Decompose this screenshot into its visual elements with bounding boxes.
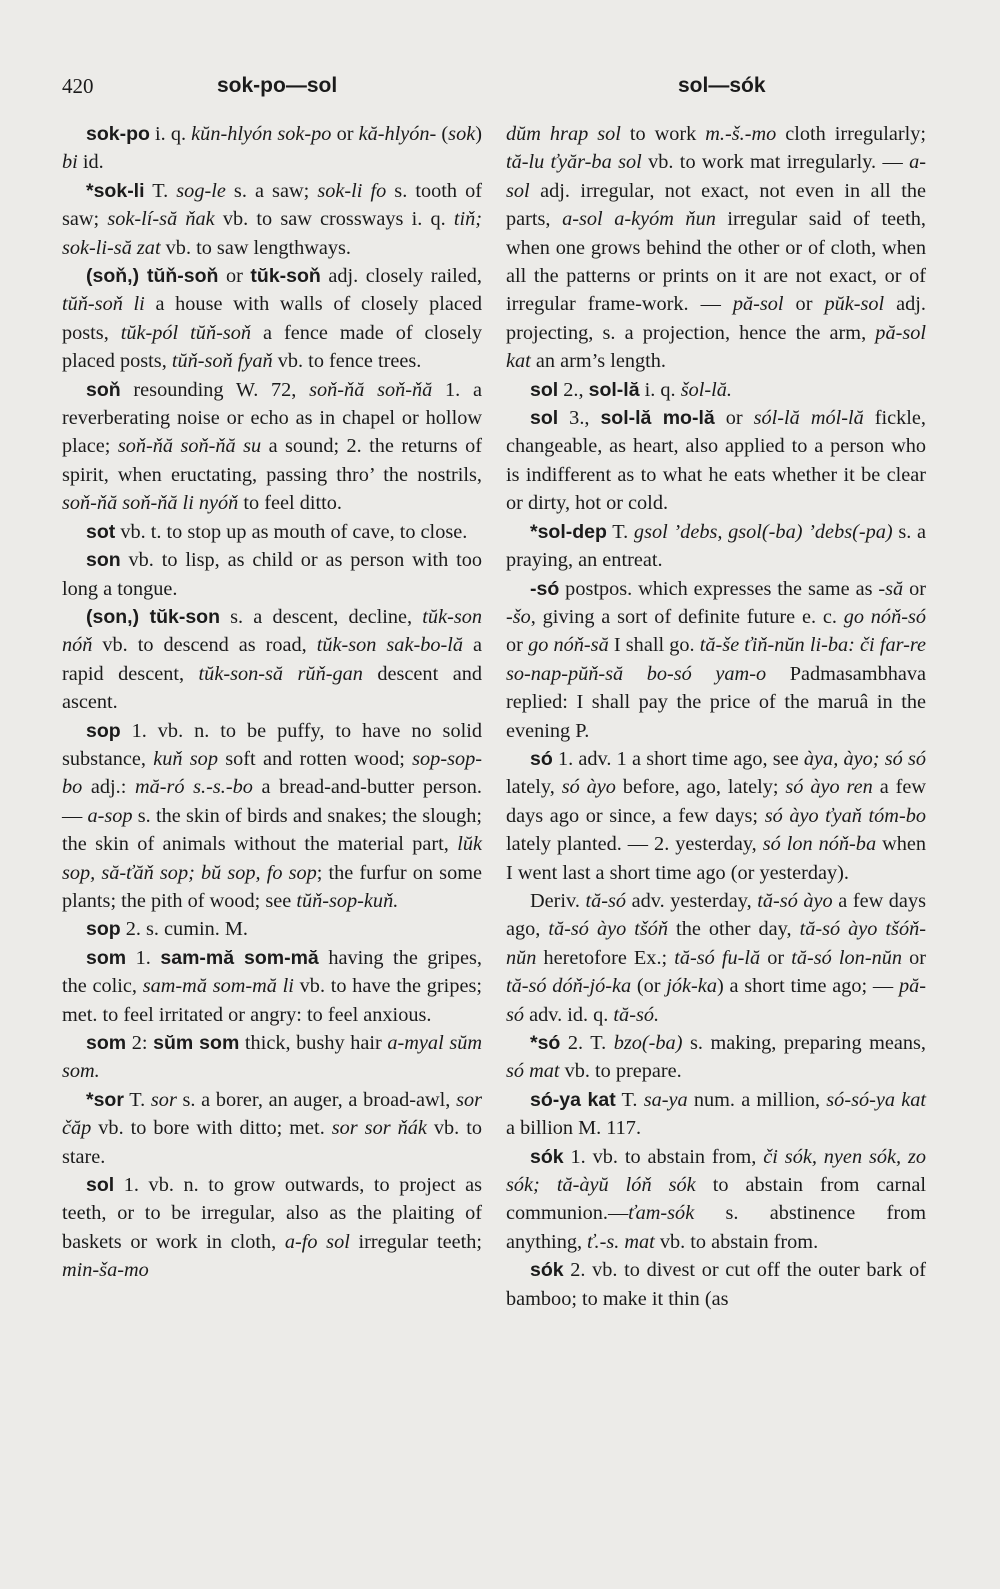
- dictionary-entry: sók 2. vb. to divest or cut off the outer bark of bamboo; to make it thin (as: [506, 1259, 926, 1310]
- dictionary-entry: som 1. sam-mă som-mă having the gripes, the colic, sam-mă som-mă li vb. to have the gripes; met. to feel irritated or angry: to feel anxious.: [62, 946, 483, 1026]
- dictionary-entry: sol 3., sol-lă mo-lă or sól-lă mól-lă fickle, changeable, as heart, also applied to a person who is indifferent as to what he eats whether it be clear or dirty, hot or cold.: [506, 407, 926, 515]
- dictionary-entry: dŭm hrap sol to work m.-š.-mo cloth irregularly; tă-lu ťyăr-ba sol vb. to work mat irregularly. — a-sol adj. irregular, not exact, not even in all the parts, a-sol a-kyóm ňun irregular said of teeth, when one grows behind the other or of cloth, when all the patterns or prints on it are not exact, or of irregular frame-work. — pă-sol or pŭk-sol adj. projecting, s. a projection, hence the arm, pă-sol kat an arm’s length.: [506, 123, 927, 373]
- dictionary-entry: só-ya kat T. sa-ya num. a million, só-só-ya kat a billion M. 117.: [506, 1088, 926, 1140]
- dictionary-entry: *sol-dep T. gsol ’debs, gsol(-ba) ’debs(-pa) s. a praying, an entreat.: [506, 520, 926, 572]
- dictionary-entry: *sor T. sor s. a borer, an auger, a broad-awl, sor čăp vb. to bore with ditto; met. sor sor ňák vb. to stare.: [62, 1088, 482, 1168]
- page-number: 420: [62, 74, 94, 98]
- dictionary-entry: sok-po i. q. kŭn-hlyón sok-po or kă-hlyón- (sok) bi id.: [62, 123, 482, 174]
- dictionary-entry: *só 2. T. bzo(-ba) s. making, preparing means, só mat vb. to prepare.: [506, 1032, 926, 1083]
- dictionary-entry: sol 2., sol-lă i. q. šol-lă.: [530, 378, 732, 401]
- right-running-head: sol—sók: [678, 74, 766, 97]
- dictionary-entry: sop 1. vb. n. to be puffy, to have no solid substance, kuň sop soft and rotten wood; sop-sop-bo adj.: mă-ró s.-s.-bo a bread-and-butter person. — a-sop s. the skin of birds and snakes; the slough; the skin of animals without the material part, lŭk sop, să-ťăň sop; bŭ sop, fo sop; the furfur on some plants; the pith of wood; see tŭň-sop-kuň.: [62, 719, 482, 912]
- dictionary-entry: Deriv. tă-só adv. yesterday, tă-só àyo a few days ago, tă-só àyo tšóň the other day, tă-só àyo tšóň-nŭn heretofore Ex.; tă-só fu-lă or tă-só lon-nŭn or tă-só dóň-jó-ka (or jók-ka) a short time ago; — pă-só adv. id. q. tă-só.: [506, 889, 926, 1026]
- dictionary-entry: som 2: sŭm som thick, bushy hair a-myal sŭm som.: [62, 1032, 483, 1083]
- dictionary-entry: -só postpos. which expresses the same as -să or -šo, giving a sort of definite future e. c. go nóň-só or go nóň-să I shall go. tă-še ťiň-nŭn li-ba: či far-re so-nap-pŭň-să bo-só yam-o Padmasambhava replied: I shall pay the price of the maruâ in the evening P.: [506, 577, 927, 742]
- dictionary-entry: sot vb. t. to stop up as mouth of cave, to close.: [86, 520, 468, 543]
- dictionary-entry: (son,) tŭk-son s. a descent, decline, tŭk-son nóň vb. to descend as road, tŭk-son sak-bo-lă a rapid descent, tŭk-son-să rŭň-gan descent and ascent.: [62, 605, 483, 714]
- dictionary-entry: soň resounding W. 72, soň-ňă soň-ňă 1. a reverberating noise or echo as in chapel or hollow place; soň-ňă soň-ňă su a sound; 2. the returns of spirit, when eructating, passing thro’ the nostrils, soň-ňă soň-ňă li nyóň to feel ditto.: [62, 378, 482, 515]
- page-header: [62, 74, 938, 104]
- left-column: [62, 120, 482, 1285]
- dictionary-entry: *sok-li T. sog-le s. a saw; sok-li fo s. tooth of saw; sok-lí-să ňak vb. to saw crossways i. q. tiň; sok-li-să zat vb. to saw lengthways.: [62, 179, 483, 259]
- dictionary-entry: (soň,) tŭň-soň or tŭk-soň adj. closely railed, tŭň-soň li a house with walls of closely placed posts, tŭk-pól tŭň-soň a fence made of closely placed posts, tŭň-soň fyaň vb. to fence trees.: [62, 265, 483, 373]
- right-column: [506, 120, 926, 1313]
- dictionary-entry: sol 1. vb. n. to grow outwards, to project as teeth, or to be irregular, also as the plaiting of baskets or work in cloth, a-fo sol irregular teeth; min-ša-mo: [62, 1174, 482, 1282]
- dictionary-entry: só 1. adv. 1 a short time ago, see àya, àyo; só só lately, só àyo before, ago, lately; só àyo ren a few days ago or since, a few days; só àyo ťyaň tóm-bo lately planted. — 2. yesterday, só lon nóň-ba when I went last a short time ago (or yesterday).: [506, 747, 927, 884]
- dictionary-entry: sop 2. s. cumin. M.: [86, 918, 248, 941]
- left-running-head: sok-po—sol: [217, 74, 338, 97]
- dictionary-entry: son vb. to lisp, as child or as person with too long a tongue.: [62, 549, 482, 600]
- dictionary-entry: sók 1. vb. to abstain from, či sók, nyen sók, zo sók; tă-àyŭ lóň sók to abstain from carnal communion.—ťam-sók s. abstinence from anything, ť.-s. mat vb. to abstain from.: [506, 1145, 927, 1253]
